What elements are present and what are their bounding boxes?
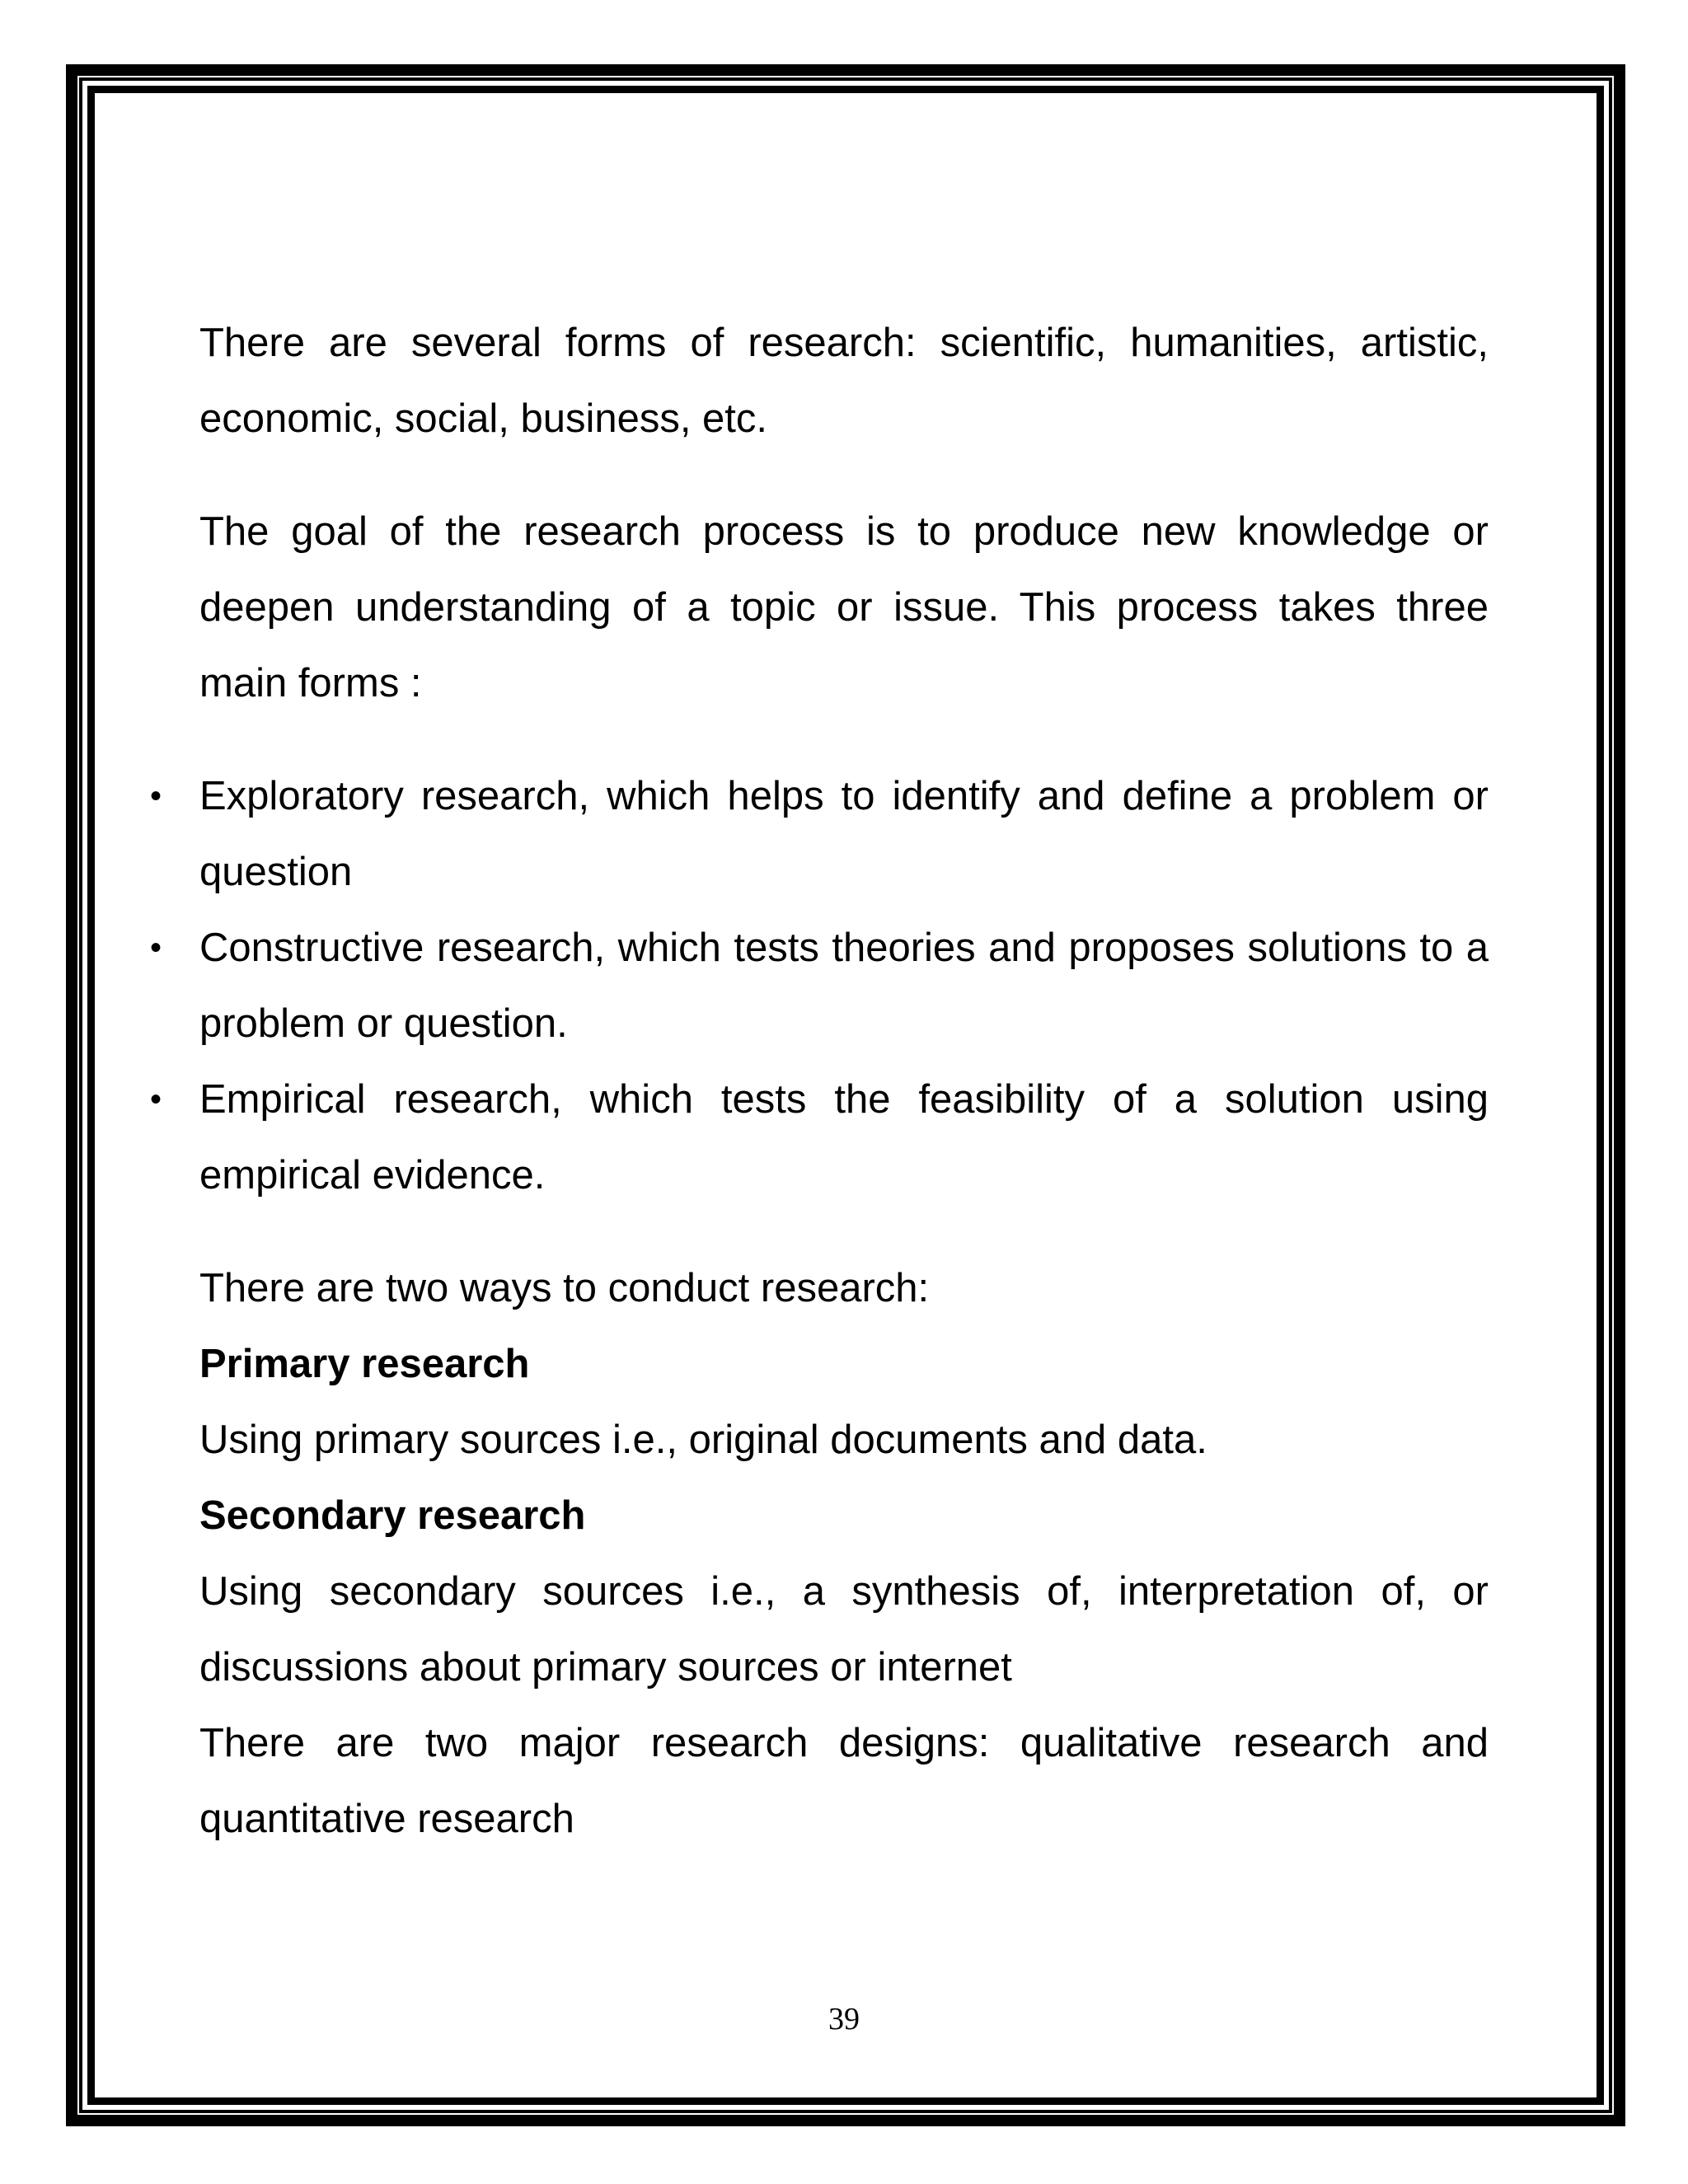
page-content bbox=[150, 305, 1489, 1857]
list-item-text: Constructive research, which tests theories and proposes solutions to a problem or question. bbox=[199, 926, 1489, 1046]
research-forms-list bbox=[150, 758, 1489, 1213]
primary-research-heading: Primary research bbox=[199, 1342, 530, 1386]
bullet-icon: • bbox=[150, 1081, 162, 1118]
paragraph-research-forms: There are several forms of research: scientific, humanities, artistic, economic, social, business, etc. bbox=[199, 321, 1489, 441]
paragraph-research-ways: There are two ways to conduct research: bbox=[199, 1266, 930, 1310]
list-item bbox=[150, 758, 1489, 910]
bullet-icon: • bbox=[150, 778, 162, 814]
list-item-text: Exploratory research, which helps to identify and define a problem or question bbox=[199, 774, 1489, 894]
list-item bbox=[150, 910, 1489, 1062]
list-item-text: Empirical research, which tests the feasibility of a solution using empirical evidence. bbox=[199, 1077, 1489, 1197]
secondary-research-text: Using secondary sources i.e., a synthesis of, interpretation of, or discussions about primary sources or internet bbox=[199, 1569, 1489, 1690]
primary-research-text: Using primary sources i.e., original documents and data. bbox=[199, 1418, 1207, 1462]
page-number: 39 bbox=[828, 2002, 860, 2036]
bullet-icon: • bbox=[150, 930, 162, 966]
paragraph-research-goal: The goal of the research process is to produce new knowledge or deepen understanding of a topic or issue. This process takes three main forms : bbox=[199, 509, 1489, 705]
secondary-research-heading: Secondary research bbox=[199, 1493, 586, 1538]
paragraph-research-designs: There are two major research designs: qualitative research and quantitative research bbox=[199, 1721, 1489, 1841]
list-item bbox=[150, 1062, 1489, 1213]
